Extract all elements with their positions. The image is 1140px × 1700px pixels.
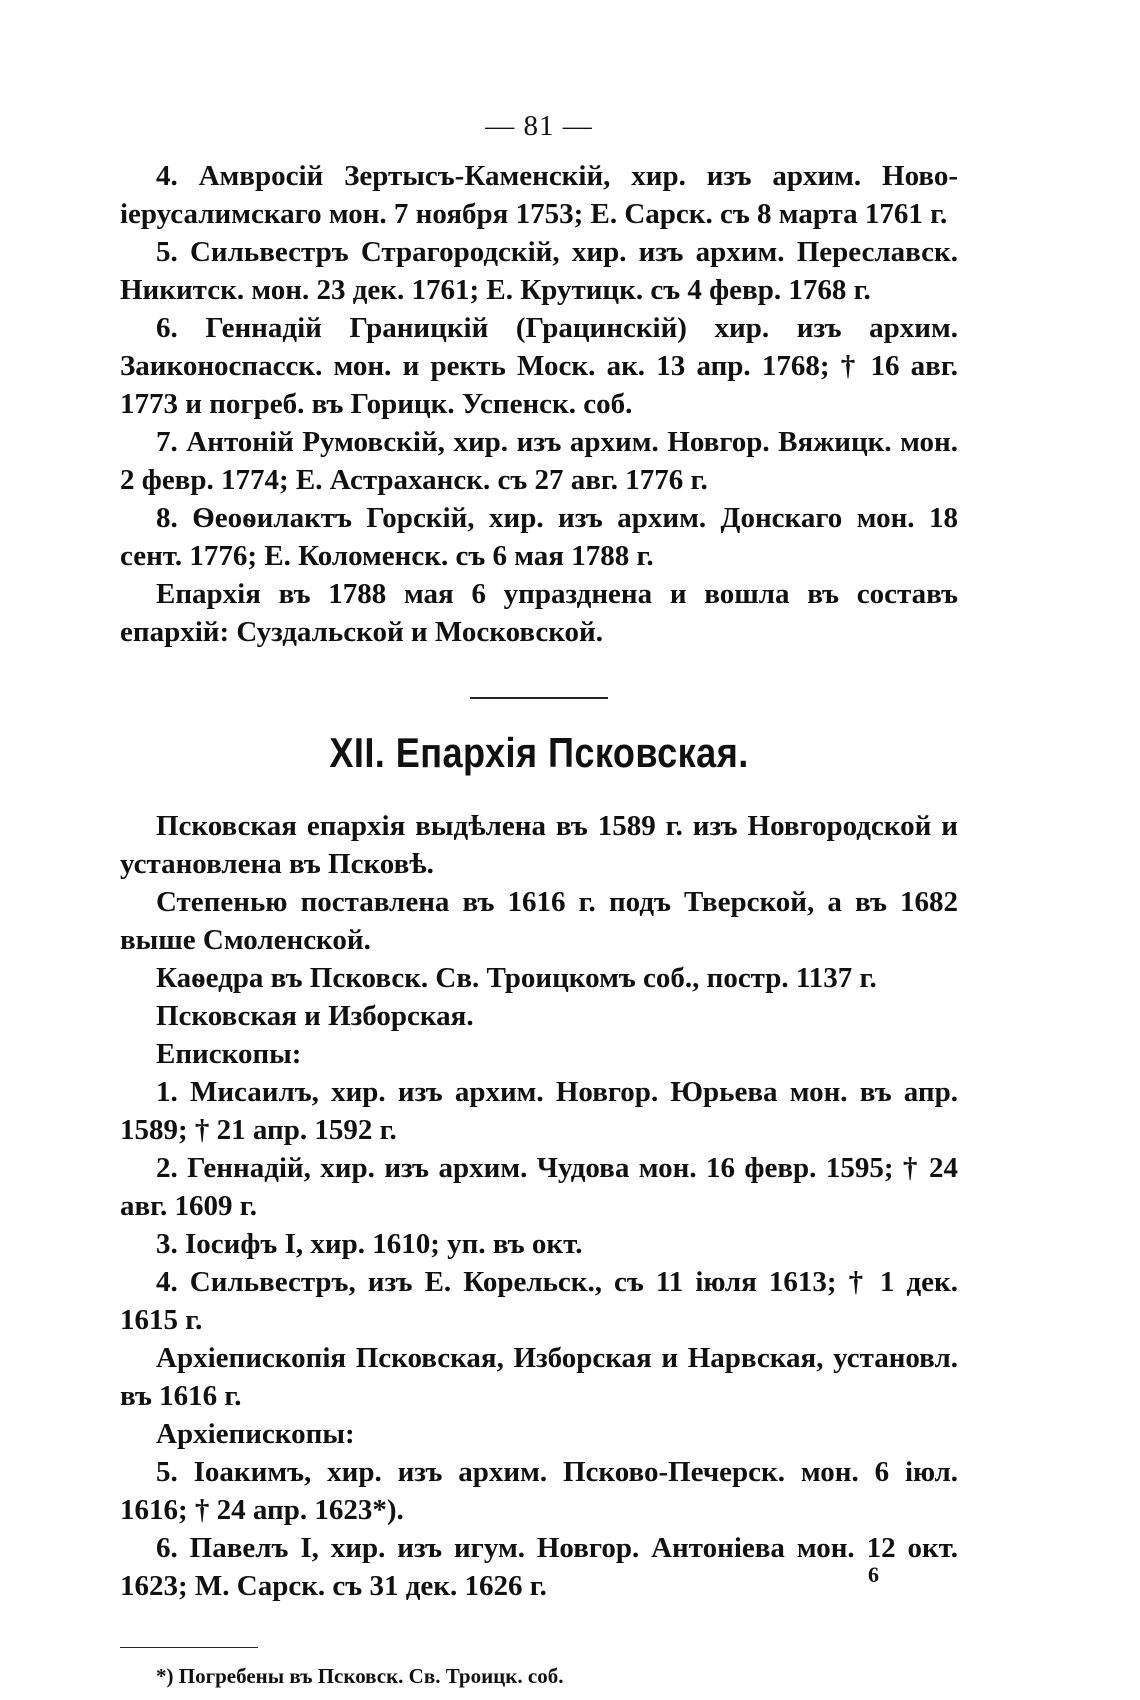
footnote-rule — [120, 1647, 258, 1648]
section-divider — [470, 697, 608, 699]
entry-ambrose: 4. Амвросій Зертысъ-Каменскій, хир. изъ архим. Ново-іерусалимскаго мон. 7 ноября 1753; Е. Сарск. съ 8 марта 1761 г. — [120, 160, 958, 230]
bishops-heading: Епископы: — [156, 1038, 302, 1070]
footnote: *) Погребены въ Псковск. Св. Троицк. соб. — [156, 1664, 564, 1688]
archdiocese-note: Архіепископія Псковская, Изборская и Нарвская, установл. въ 1616 г. — [120, 1342, 958, 1412]
archbishops-heading: Архіепископы: — [156, 1418, 355, 1450]
section-heading: XII. Епархія Псковская. — [329, 729, 749, 776]
diocese-cathedra: Каѳедра въ Псковск. Св. Троицкомъ соб., постр. 1137 г. — [156, 962, 877, 994]
entry-theophylact: 8. Ѳеоѳилактъ Горскій, хир. изъ архим. Донскаго мон. 18 сент. 1776; Е. Коломенск. съ 6 мая 1788 г. — [120, 502, 958, 572]
entry-gennady: 6. Геннадій Границкій (Грацинскій) хир. изъ архим. Заиконоспасск. мон. и ректь Моск. ак. 13 апр. 1768; † 16 авг. 1773 и погреб. въ Горицк. Успенск. соб. — [120, 312, 958, 420]
entry-iosif: 3. Іосифъ I, хир. 1610; уп. въ окт. — [156, 1228, 583, 1260]
diocese-title: Псковская и Изборская. — [156, 1000, 474, 1032]
entry-misail: 1. Мисаилъ, хир. изъ архим. Новгор. Юрьева мон. въ апр. 1589; † 21 апр. 1592 г. — [120, 1076, 958, 1146]
page-body — [120, 110, 958, 1690]
diocese-founding: Псковская епархія выдѣлена въ 1589 г. изъ Новгородской и установлена въ Псковѣ. — [120, 810, 958, 880]
entry-antony: 7. Антоній Румовскій, хир. изъ архим. Новгор. Вяжицк. мон. 2 февр. 1774; Е. Астраханск. съ 27 авг. 1776 г. — [120, 426, 958, 496]
entry-ioakim: 5. Іоакимъ, хир. изъ архим. Псково-Печерск. мон. 6 іюл. 1616; † 24 апр. 1623*). — [120, 1456, 958, 1526]
entry-silvester: 5. Сильвестръ Страгородскій, хир. изъ архим. Переславск. Никитск. мон. 23 дек. 1761; Е. Крутицк. съ 4 февр. 1768 г. — [120, 236, 958, 306]
diocese-rank: Степенью поставлена въ 1616 г. подъ Тверской, а въ 1682 выше Смоленской. — [120, 886, 958, 956]
entry-silvester-2: 4. Сильвестръ, изъ Е. Корельск., съ 11 іюля 1613; † 1 дек. 1615 г. — [120, 1266, 958, 1336]
entry-pavel: 6. Павелъ I, хир. изъ игум. Новгор. Антоніева мон. 12 окт. 1623; М. Сарск. съ 31 дек. 1626 г. — [120, 1532, 958, 1602]
diocese-abolished-note: Епархія въ 1788 мая 6 упразднена и вошла въ составъ епархій: Суздальской и Московской. — [120, 578, 958, 648]
signature-mark: 6 — [868, 1562, 879, 1587]
page-number: — 81 — — [485, 110, 593, 142]
entry-gennady-2: 2. Геннадій, хир. изъ архим. Чудова мон. 16 февр. 1595; † 24 авг. 1609 г. — [120, 1152, 958, 1222]
